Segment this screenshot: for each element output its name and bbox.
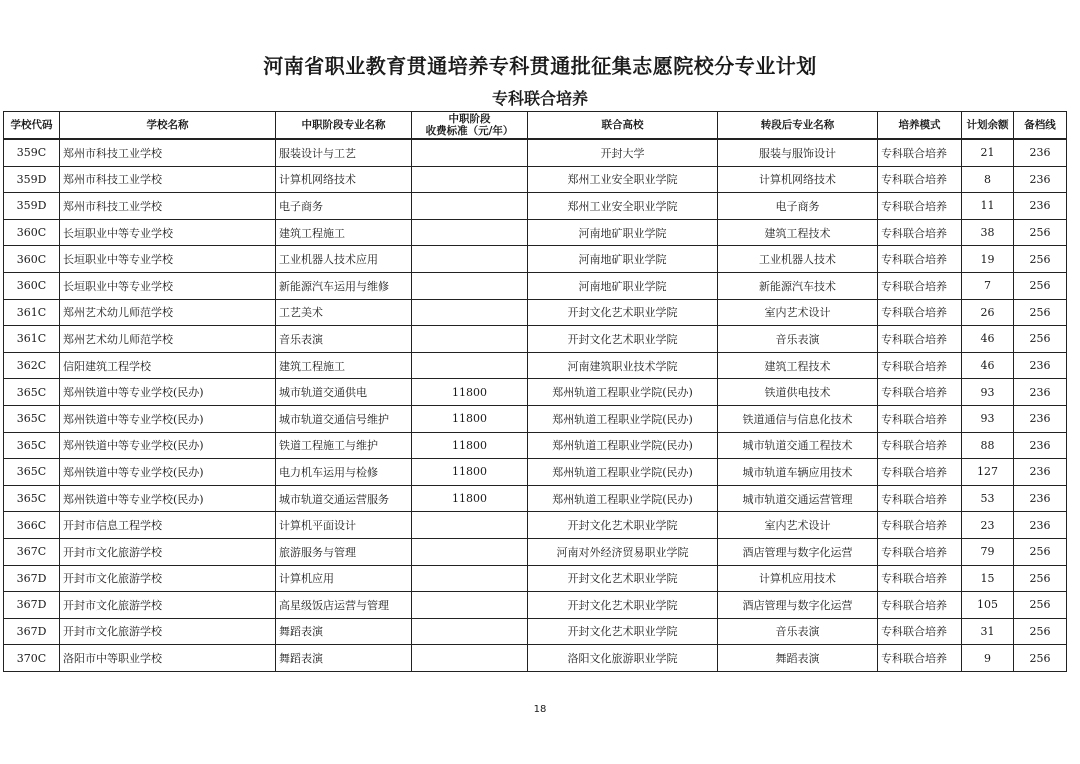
header-tuition (412, 112, 528, 140)
cell-school-code: 360C (4, 219, 60, 246)
cell-training-mode: 专科联合培养 (878, 432, 962, 459)
table-row (4, 538, 1067, 565)
cell-school-code: 367D (4, 565, 60, 592)
cell-plan-remaining: 127 (962, 459, 1014, 486)
cell-training-mode: 专科联合培养 (878, 618, 962, 645)
cell-training-mode: 专科联合培养 (878, 485, 962, 512)
cell-school-name: 长垣职业中等专业学校 (60, 219, 276, 246)
cell-school-name: 开封市文化旅游学校 (60, 538, 276, 565)
table-row (4, 166, 1067, 193)
cell-school-name: 郑州市科技工业学校 (60, 166, 276, 193)
cell-secondary-major: 旅游服务与管理 (276, 538, 412, 565)
cell-plan-remaining: 26 (962, 299, 1014, 326)
cell-plan-remaining: 46 (962, 352, 1014, 379)
cell-school-code: 360C (4, 272, 60, 299)
cell-partner-college: 河南对外经济贸易职业学院 (528, 538, 718, 565)
cell-training-mode: 专科联合培养 (878, 565, 962, 592)
cell-transfer-major: 城市轨道交通工程技术 (718, 432, 878, 459)
cell-training-mode: 专科联合培养 (878, 299, 962, 326)
cell-transfer-major: 铁道供电技术 (718, 379, 878, 406)
cell-secondary-major: 铁道工程施工与维护 (276, 432, 412, 459)
cell-plan-remaining: 46 (962, 326, 1014, 353)
cell-cutoff-score: 236 (1014, 405, 1067, 432)
cell-partner-college: 郑州轨道工程职业学院(民办) (528, 379, 718, 406)
cell-plan-remaining: 105 (962, 592, 1014, 619)
cell-plan-remaining: 79 (962, 538, 1014, 565)
cell-school-name: 郑州铁道中等专业学校(民办) (60, 432, 276, 459)
table-row (4, 432, 1067, 459)
cell-transfer-major: 新能源汽车技术 (718, 272, 878, 299)
cell-plan-remaining: 11 (962, 193, 1014, 220)
cell-plan-remaining: 21 (962, 139, 1014, 166)
cell-cutoff-score: 236 (1014, 485, 1067, 512)
header-row (4, 112, 1067, 140)
cell-secondary-major: 工艺美术 (276, 299, 412, 326)
header-partner-college: 联合高校 (528, 112, 718, 140)
cell-plan-remaining: 31 (962, 618, 1014, 645)
cell-transfer-major: 音乐表演 (718, 326, 878, 353)
cell-secondary-major: 音乐表演 (276, 326, 412, 353)
cell-school-code: 365C (4, 459, 60, 486)
cell-cutoff-score: 256 (1014, 645, 1067, 672)
header-school-name: 学校名称 (60, 112, 276, 140)
cell-transfer-major: 计算机网络技术 (718, 166, 878, 193)
cell-school-name: 长垣职业中等专业学校 (60, 272, 276, 299)
header-transfer-major: 转段后专业名称 (718, 112, 878, 140)
table-row (4, 139, 1067, 166)
cell-transfer-major: 工业机器人技术 (718, 246, 878, 273)
cell-transfer-major: 舞蹈表演 (718, 645, 878, 672)
cell-school-code: 360C (4, 246, 60, 273)
cell-partner-college: 河南地矿职业学院 (528, 246, 718, 273)
cell-training-mode: 专科联合培养 (878, 272, 962, 299)
cell-cutoff-score: 256 (1014, 565, 1067, 592)
cell-school-name: 郑州铁道中等专业学校(民办) (60, 405, 276, 432)
cell-partner-college: 河南建筑职业技术学院 (528, 352, 718, 379)
cell-secondary-major: 舞蹈表演 (276, 645, 412, 672)
cell-transfer-major: 酒店管理与数字化运营 (718, 592, 878, 619)
cell-tuition: 11800 (412, 379, 528, 406)
cell-tuition (412, 645, 528, 672)
cell-secondary-major: 计算机应用 (276, 565, 412, 592)
table-row (4, 299, 1067, 326)
cell-tuition (412, 512, 528, 539)
cell-secondary-major: 新能源汽车运用与维修 (276, 272, 412, 299)
cell-school-name: 洛阳市中等职业学校 (60, 645, 276, 672)
table-row (4, 326, 1067, 353)
header-plan-remaining: 计划余额 (962, 112, 1014, 140)
cell-partner-college: 洛阳文化旅游职业学院 (528, 645, 718, 672)
cell-tuition (412, 272, 528, 299)
cell-partner-college: 郑州工业安全职业学院 (528, 193, 718, 220)
cell-school-code: 367C (4, 538, 60, 565)
cell-school-name: 长垣职业中等专业学校 (60, 246, 276, 273)
table-row (4, 459, 1067, 486)
cell-tuition (412, 166, 528, 193)
cell-training-mode: 专科联合培养 (878, 512, 962, 539)
cell-secondary-major: 服装设计与工艺 (276, 139, 412, 166)
cell-transfer-major: 建筑工程技术 (718, 219, 878, 246)
cell-partner-college: 开封文化艺术职业学院 (528, 565, 718, 592)
cell-secondary-major: 城市轨道交通信号维护 (276, 405, 412, 432)
table-row (4, 193, 1067, 220)
header-training-mode: 培养模式 (878, 112, 962, 140)
cell-school-code: 365C (4, 485, 60, 512)
cell-cutoff-score: 236 (1014, 459, 1067, 486)
cell-training-mode: 专科联合培养 (878, 326, 962, 353)
cell-plan-remaining: 93 (962, 405, 1014, 432)
cell-partner-college: 郑州轨道工程职业学院(民办) (528, 405, 718, 432)
cell-school-code: 367D (4, 592, 60, 619)
cell-training-mode: 专科联合培养 (878, 538, 962, 565)
table-row (4, 512, 1067, 539)
cell-school-name: 郑州铁道中等专业学校(民办) (60, 379, 276, 406)
cell-partner-college: 开封文化艺术职业学院 (528, 592, 718, 619)
cell-cutoff-score: 256 (1014, 246, 1067, 273)
header-tuition-label: 中职阶段 收费标准（元/年） (425, 113, 514, 137)
table-row (4, 379, 1067, 406)
table-row (4, 246, 1067, 273)
header-secondary-major: 中职阶段专业名称 (276, 112, 412, 140)
cell-cutoff-score: 256 (1014, 618, 1067, 645)
cell-cutoff-score: 256 (1014, 592, 1067, 619)
cell-partner-college: 开封大学 (528, 139, 718, 166)
cell-training-mode: 专科联合培养 (878, 166, 962, 193)
cell-plan-remaining: 9 (962, 645, 1014, 672)
cell-partner-college: 郑州轨道工程职业学院(民办) (528, 459, 718, 486)
cell-secondary-major: 电力机车运用与检修 (276, 459, 412, 486)
cell-tuition (412, 246, 528, 273)
cell-school-code: 362C (4, 352, 60, 379)
cell-plan-remaining: 8 (962, 166, 1014, 193)
cell-school-code: 370C (4, 645, 60, 672)
table-row (4, 405, 1067, 432)
page-number: 18 (533, 704, 547, 715)
cell-partner-college: 开封文化艺术职业学院 (528, 326, 718, 353)
cell-school-name: 开封市文化旅游学校 (60, 565, 276, 592)
cell-cutoff-score: 256 (1014, 326, 1067, 353)
table-row (4, 592, 1067, 619)
cell-school-code: 365C (4, 379, 60, 406)
cell-cutoff-score: 256 (1014, 219, 1067, 246)
cell-transfer-major: 音乐表演 (718, 618, 878, 645)
cell-school-code: 361C (4, 326, 60, 353)
cell-cutoff-score: 256 (1014, 272, 1067, 299)
cell-tuition (412, 299, 528, 326)
cell-school-code: 366C (4, 512, 60, 539)
cell-school-name: 郑州艺术幼儿师范学校 (60, 299, 276, 326)
cell-partner-college: 开封文化艺术职业学院 (528, 618, 718, 645)
cell-training-mode: 专科联合培养 (878, 219, 962, 246)
plan-table (3, 111, 1067, 672)
cell-partner-college: 开封文化艺术职业学院 (528, 512, 718, 539)
cell-cutoff-score: 256 (1014, 538, 1067, 565)
cell-secondary-major: 工业机器人技术应用 (276, 246, 412, 273)
cell-tuition (412, 538, 528, 565)
cell-secondary-major: 高星级饭店运营与管理 (276, 592, 412, 619)
cell-transfer-major: 建筑工程技术 (718, 352, 878, 379)
cell-school-name: 郑州市科技工业学校 (60, 193, 276, 220)
cell-transfer-major: 铁道通信与信息化技术 (718, 405, 878, 432)
cell-tuition: 11800 (412, 432, 528, 459)
cell-tuition (412, 193, 528, 220)
cell-secondary-major: 电子商务 (276, 193, 412, 220)
cell-tuition: 11800 (412, 405, 528, 432)
cell-plan-remaining: 19 (962, 246, 1014, 273)
cell-tuition (412, 139, 528, 166)
cell-school-code: 361C (4, 299, 60, 326)
table-row (4, 618, 1067, 645)
table-row (4, 272, 1067, 299)
cell-school-name: 开封市信息工程学校 (60, 512, 276, 539)
cell-plan-remaining: 53 (962, 485, 1014, 512)
cell-cutoff-score: 236 (1014, 432, 1067, 459)
cell-tuition (412, 618, 528, 645)
cell-secondary-major: 城市轨道交通供电 (276, 379, 412, 406)
cell-training-mode: 专科联合培养 (878, 379, 962, 406)
header-school-code: 学校代码 (4, 112, 60, 140)
cell-partner-college: 河南地矿职业学院 (528, 272, 718, 299)
cell-secondary-major: 城市轨道交通运营服务 (276, 485, 412, 512)
cell-training-mode: 专科联合培养 (878, 592, 962, 619)
cell-tuition (412, 326, 528, 353)
cell-plan-remaining: 38 (962, 219, 1014, 246)
cell-school-code: 365C (4, 432, 60, 459)
cell-training-mode: 专科联合培养 (878, 139, 962, 166)
cell-school-code: 359D (4, 166, 60, 193)
cell-secondary-major: 建筑工程施工 (276, 219, 412, 246)
cell-school-name: 郑州铁道中等专业学校(民办) (60, 459, 276, 486)
cell-training-mode: 专科联合培养 (878, 193, 962, 220)
header-cutoff-score: 备档线 (1014, 112, 1067, 140)
cell-transfer-major: 计算机应用技术 (718, 565, 878, 592)
cell-plan-remaining: 7 (962, 272, 1014, 299)
cell-transfer-major: 室内艺术设计 (718, 512, 878, 539)
cell-cutoff-score: 236 (1014, 193, 1067, 220)
cell-tuition (412, 592, 528, 619)
cell-transfer-major: 城市轨道车辆应用技术 (718, 459, 878, 486)
cell-cutoff-score: 236 (1014, 512, 1067, 539)
cell-cutoff-score: 236 (1014, 139, 1067, 166)
cell-plan-remaining: 15 (962, 565, 1014, 592)
cell-transfer-major: 城市轨道交通运营管理 (718, 485, 878, 512)
cell-school-name: 郑州市科技工业学校 (60, 139, 276, 166)
cell-school-name: 信阳建筑工程学校 (60, 352, 276, 379)
cell-tuition (412, 219, 528, 246)
cell-tuition (412, 352, 528, 379)
cell-tuition: 11800 (412, 459, 528, 486)
cell-school-code: 359D (4, 193, 60, 220)
cell-transfer-major: 酒店管理与数字化运营 (718, 538, 878, 565)
cell-transfer-major: 服装与服饰设计 (718, 139, 878, 166)
table-row (4, 565, 1067, 592)
cell-cutoff-score: 236 (1014, 352, 1067, 379)
cell-tuition (412, 565, 528, 592)
cell-plan-remaining: 88 (962, 432, 1014, 459)
cell-training-mode: 专科联合培养 (878, 459, 962, 486)
cell-training-mode: 专科联合培养 (878, 645, 962, 672)
cell-school-name: 开封市文化旅游学校 (60, 618, 276, 645)
cell-school-name: 郑州艺术幼儿师范学校 (60, 326, 276, 353)
cell-school-name: 郑州铁道中等专业学校(民办) (60, 485, 276, 512)
cell-transfer-major: 电子商务 (718, 193, 878, 220)
page-subtitle: 专科联合培养 (491, 89, 588, 108)
cell-cutoff-score: 256 (1014, 299, 1067, 326)
cell-plan-remaining: 23 (962, 512, 1014, 539)
cell-school-name: 开封市文化旅游学校 (60, 592, 276, 619)
cell-partner-college: 郑州工业安全职业学院 (528, 166, 718, 193)
cell-secondary-major: 舞蹈表演 (276, 618, 412, 645)
table-row (4, 352, 1067, 379)
cell-school-code: 365C (4, 405, 60, 432)
page-title: 河南省职业教育贯通培养专科贯通批征集志愿院校分专业计划 (263, 54, 817, 78)
cell-cutoff-score: 236 (1014, 379, 1067, 406)
table-row (4, 219, 1067, 246)
cell-partner-college: 开封文化艺术职业学院 (528, 299, 718, 326)
cell-school-code: 359C (4, 139, 60, 166)
cell-secondary-major: 建筑工程施工 (276, 352, 412, 379)
cell-secondary-major: 计算机网络技术 (276, 166, 412, 193)
cell-training-mode: 专科联合培养 (878, 405, 962, 432)
cell-transfer-major: 室内艺术设计 (718, 299, 878, 326)
cell-partner-college: 河南地矿职业学院 (528, 219, 718, 246)
cell-training-mode: 专科联合培养 (878, 352, 962, 379)
cell-tuition: 11800 (412, 485, 528, 512)
cell-secondary-major: 计算机平面设计 (276, 512, 412, 539)
table-row (4, 645, 1067, 672)
cell-school-code: 367D (4, 618, 60, 645)
cell-partner-college: 郑州轨道工程职业学院(民办) (528, 485, 718, 512)
cell-cutoff-score: 236 (1014, 166, 1067, 193)
cell-partner-college: 郑州轨道工程职业学院(民办) (528, 432, 718, 459)
table-row (4, 485, 1067, 512)
cell-training-mode: 专科联合培养 (878, 246, 962, 273)
cell-plan-remaining: 93 (962, 379, 1014, 406)
